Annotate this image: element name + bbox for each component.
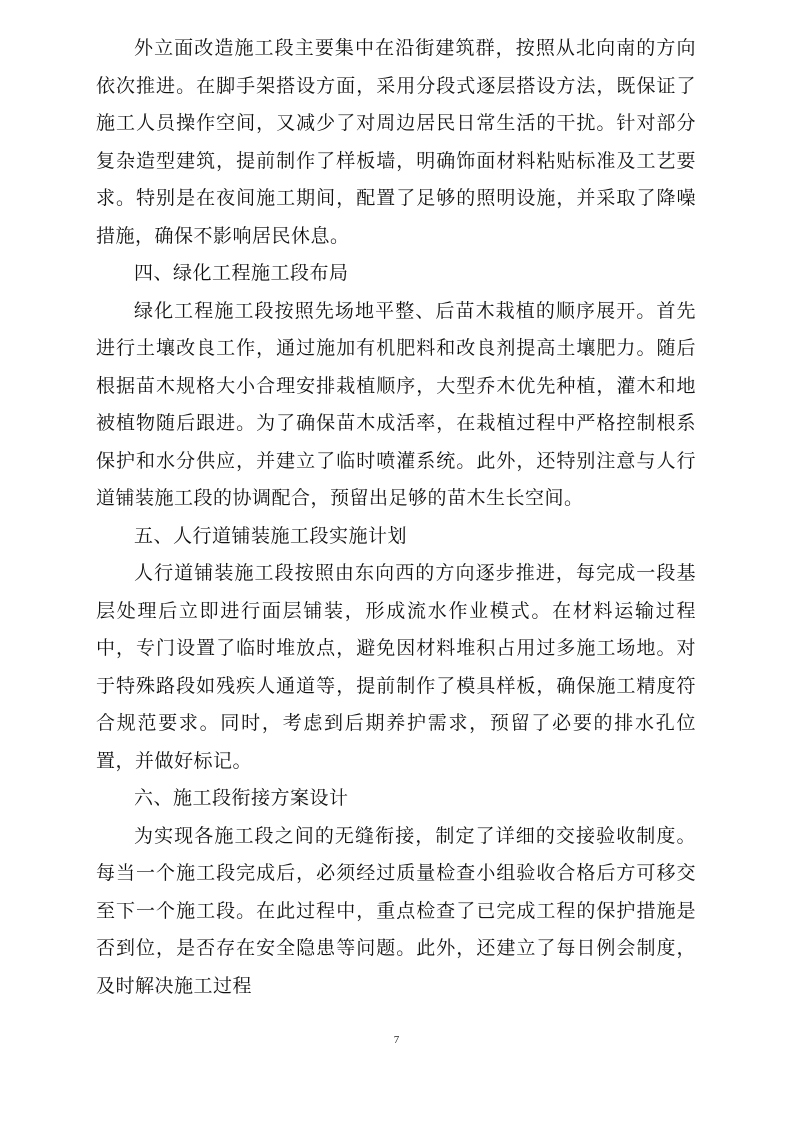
section-heading-sidewalk-plan: 五、人行道铺装施工段实施计划: [134, 524, 408, 547]
section-heading-greening-layout: 四、绿化工程施工段布局: [134, 262, 349, 284]
paragraph-facade-renovation: 外立面改造施工段主要集中在沿街建筑群，按照从北向南的方向依次推进。在脚手架搭设方面，采用分段式逐层搭设方法，既保证了施工人员操作空间，又减少了对周边居民日常生活的干扰。针对部分复杂造型建筑，提前制作了样板墙，明确饰面材料粘贴标准及工艺要求。特别是在夜间施工期间，配置了足够的照明设施，并采取了降噪措施，确保不影响居民休息。: [96, 37, 696, 247]
page-number: 7: [393, 1034, 400, 1046]
paragraph-greening-works: 绿化工程施工段按照先场地平整、后苗木栽植的顺序展开。首先进行土壤改良工作，通过施加有机肥料和改良剂提高土壤肥力。随后根据苗木规格大小合理安排栽植顺序，大型乔木优先种植，灌木和地被植物随后跟进。为了确保苗木成活率，在栽植过程中严格控制根系保护和水分供应，并建立了临时喷灌系统。此外，还特别注意与人行道铺装施工段的协调配合，预留出足够的苗木生长空间。: [96, 299, 696, 509]
paragraph-connection-scheme: 为实现各施工段之间的无缝衔接，制定了详细的交接验收制度。每当一个施工段完成后，必须经过质量检查小组验收合格后方可移交至下一个施工段。在此过程中，重点检查了已完成工程的保护措施是否到位，是否存在安全隐患等问题。此外，还建立了每日例会制度，及时解决施工过程: [96, 824, 696, 997]
document-body: [96, 30, 696, 1005]
section-heading-connection-scheme: 六、施工段衔接方案设计: [134, 787, 349, 809]
paragraph-sidewalk-paving: 人行道铺装施工段按照由东向西的方向逐步推进，每完成一段基层处理后立即进行面层铺装，形成流水作业模式。在材料运输过程中，专门设置了临时堆放点，避免因材料堆积占用过多施工场地。对于特殊路段如残疾人通道等，提前制作了模具样板，确保施工精度符合规范要求。同时，考虑到后期养护需求，预留了必要的排水孔位置，并做好标记。: [96, 562, 696, 772]
